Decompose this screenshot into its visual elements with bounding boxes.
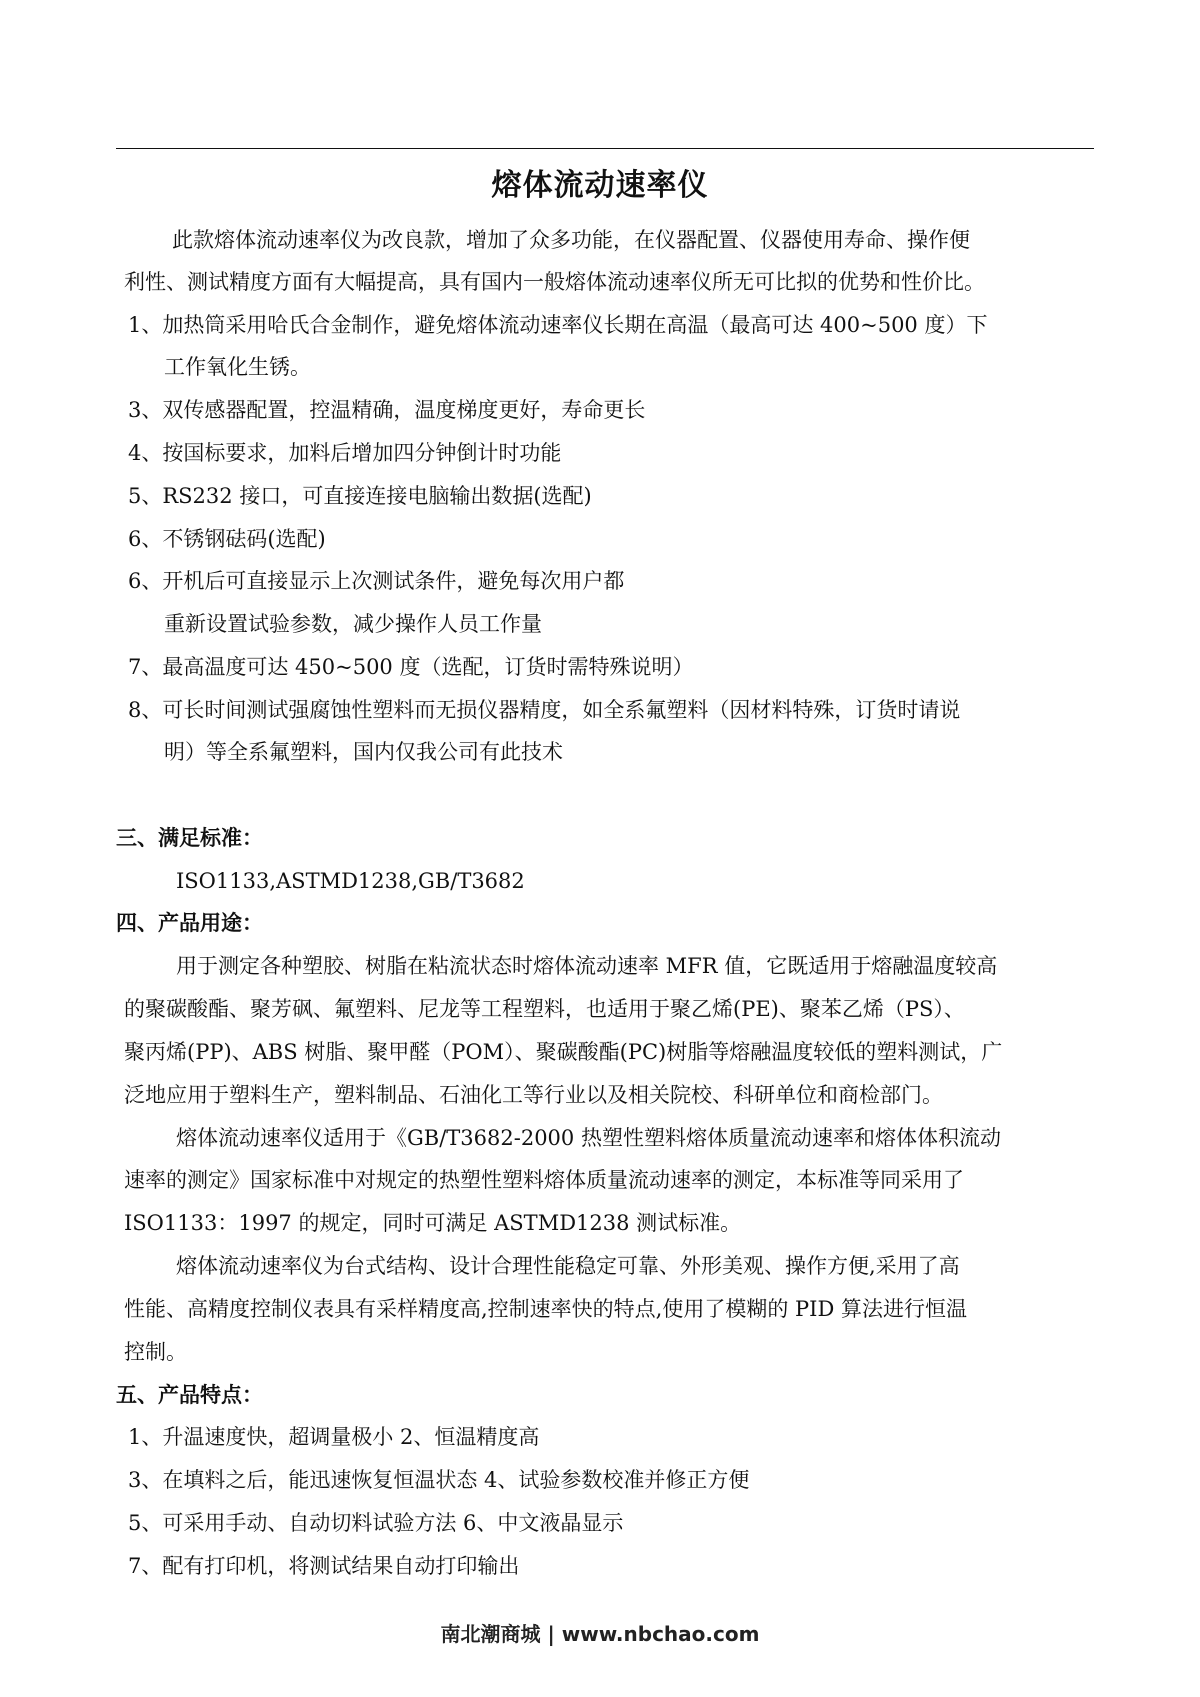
usage-line-3: 聚丙烯(PP)、ABS 树脂、聚甲醛（POM）、聚碳酸酯(PC)树脂等熔融温度较低的塑料测试，广 xyxy=(124,1040,1003,1064)
feature-item-4: 4、按国标要求，加料后增加四分钟倒计时功能 xyxy=(128,441,562,465)
feature-item-3: 3、双传感器配置，控温精确，温度梯度更好，寿命更长 xyxy=(128,398,646,422)
product-feature-line-3: 5、可采用手动、自动切料试验方法 6、中文液晶显示 xyxy=(128,1511,624,1535)
feature-item-5: 5、RS232 接口，可直接连接电脑输出数据(选配) xyxy=(128,484,592,508)
feature-item-8-cont: 明）等全系氟塑料，国内仅我公司有此技术 xyxy=(164,740,563,764)
product-feature-line-1: 1、升温速度快，超调量极小 2、恒温精度高 xyxy=(128,1425,540,1449)
product-feature-line-2: 3、在填料之后，能迅速恢复恒温状态 4、试验参数校准并修正方便 xyxy=(128,1468,750,1492)
usage-line-5: 熔体流动速率仪适用于《GB/T3682-2000 热塑性塑料熔体质量流动速率和熔体体积流动 xyxy=(176,1126,1001,1150)
product-feature-line-4: 7、配有打印机，将测试结果自动打印输出 xyxy=(128,1554,520,1578)
page-footer: 南北潮商城 | www.nbchao.com xyxy=(440,1622,760,1646)
page-title: 熔体流动速率仪 xyxy=(491,168,709,203)
standards-text: ISO1133,ASTMD1238,GB/T3682 xyxy=(176,869,525,893)
feature-item-8: 8、可长时间测试强腐蚀性塑料而无损仪器精度，如全系氟塑料（因材料特殊，订货时请说 xyxy=(128,698,961,722)
usage-line-4: 泛地应用于塑料生产，塑料制品、石油化工等行业以及相关院校、科研单位和商检部门。 xyxy=(124,1083,943,1107)
feature-item-6b: 6、开机后可直接显示上次测试条件，避免每次用户都 xyxy=(128,569,625,593)
usage-line-6: 速率的测定》国家标准中对规定的热塑性塑料熔体质量流动速率的测定，本标准等同采用了 xyxy=(124,1168,964,1192)
top-divider xyxy=(116,148,1094,149)
section-heading-standards: 三、满足标准： xyxy=(116,826,263,850)
section-heading-usage: 四、产品用途： xyxy=(116,911,263,935)
usage-line-1: 用于测定各种塑胶、树脂在粘流状态时熔体流动速率 MFR 值，它既适用于熔融温度较高 xyxy=(176,954,998,978)
usage-line-7: ISO1133：1997 的规定，同时可满足 ASTMD1238 测试标准。 xyxy=(124,1211,742,1235)
usage-line-9: 性能、高精度控制仪表具有采样精度高,控制速率快的特点,使用了模糊的 PID 算法进行恒温 xyxy=(124,1297,967,1321)
intro-line-2: 利性、测试精度方面有大幅提高，具有国内一般熔体流动速率仪所无可比拟的优势和性价比。 xyxy=(124,270,985,294)
feature-item-6a: 6、不锈钢砝码(选配) xyxy=(128,527,326,551)
feature-item-6b-cont: 重新设置试验参数，减少操作人员工作量 xyxy=(164,612,542,636)
usage-line-2: 的聚碳酸酯、聚芳砜、氟塑料、尼龙等工程塑料，也适用于聚乙烯(PE)、聚苯乙烯（PS）、 xyxy=(124,997,965,1021)
feature-item-1: 1、加热筒采用哈氏合金制作，避免熔体流动速率仪长期在高温（最高可达 400~500 度）下 xyxy=(128,313,988,337)
usage-line-10: 控制。 xyxy=(124,1340,187,1364)
feature-item-7: 7、最高温度可达 450~500 度（选配，订货时需特殊说明） xyxy=(128,655,694,679)
section-heading-features: 五、产品特点： xyxy=(116,1383,263,1407)
intro-line-1: 此款熔体流动速率仪为改良款，增加了众多功能，在仪器配置、仪器使用寿命、操作便 xyxy=(172,228,970,252)
feature-item-1-cont: 工作氧化生锈。 xyxy=(164,355,311,379)
usage-line-8: 熔体流动速率仪为台式结构、设计合理性能稳定可靠、外形美观、操作方便,采用了高 xyxy=(176,1254,960,1278)
